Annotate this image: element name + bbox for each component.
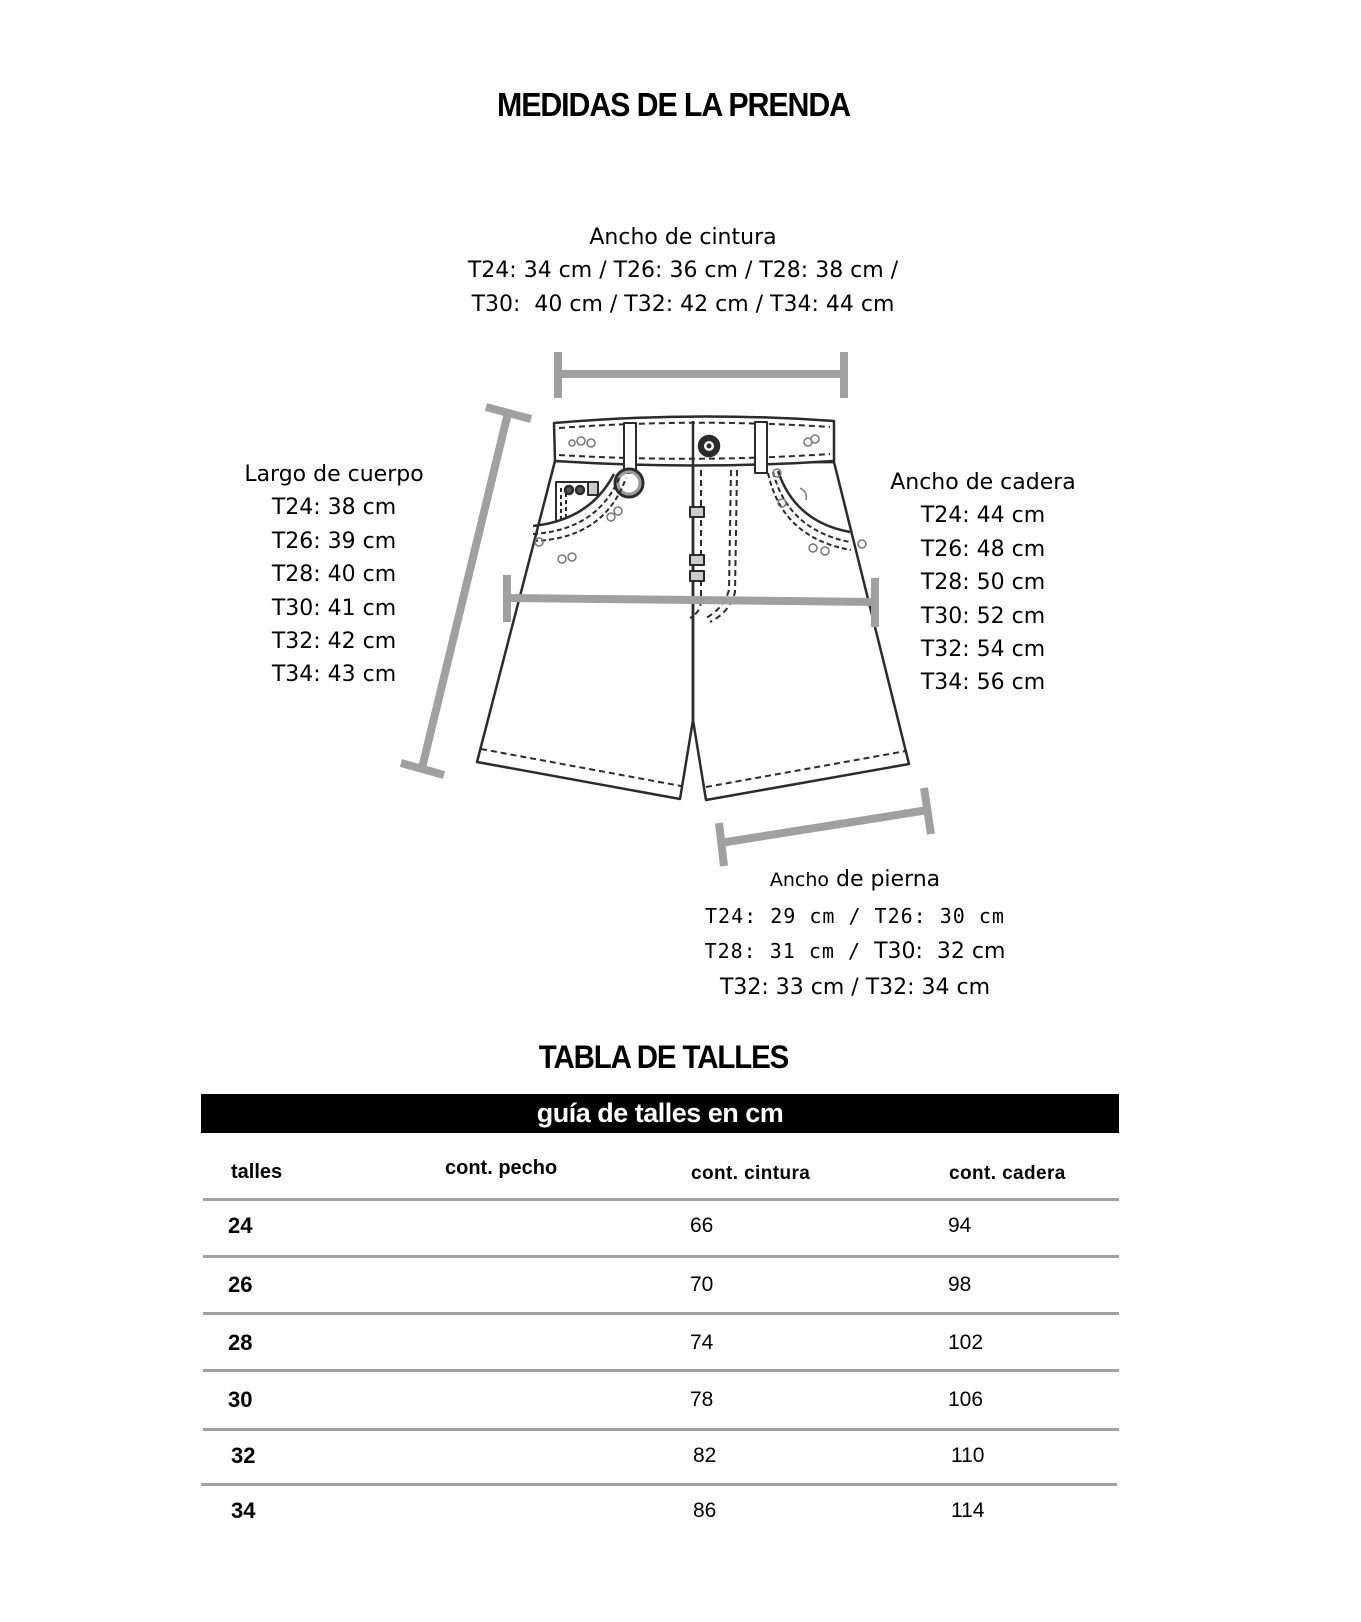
belt-loop-left (624, 423, 636, 473)
shorts-illustration (477, 416, 909, 800)
leg-title-a: Ancho (769, 869, 829, 891)
table-divider (203, 1198, 1119, 1201)
leg-line-1-a: T24: 29 cm / T26: 30 cm (705, 903, 1005, 928)
waist-title: Ancho de cintura (589, 225, 777, 250)
hip-title: Ancho de cadera (890, 470, 1076, 495)
cell-cintura: 74 (690, 1331, 714, 1354)
leg-line-1 (690, 899, 1020, 935)
column-header-pecho: cont. pecho (445, 1157, 558, 1179)
leg-line-2-a: T28: 31 cm / (704, 939, 875, 963)
hip-value: T32: 54 cm (920, 637, 1046, 663)
length-value: T30: 41 cm (271, 595, 397, 621)
length-title: Largo de cuerpo (244, 462, 424, 487)
cell-talle: 30 (228, 1387, 253, 1412)
right-leg (693, 462, 909, 800)
cell-cadera: 114 (951, 1499, 985, 1522)
leg-measure-label (690, 862, 1020, 1005)
size-table-title: TABLA DE TALLES (538, 1039, 789, 1075)
cell-cadera: 106 (948, 1388, 984, 1411)
leg-line-3: T32: 33 cm / T32: 34 cm (719, 974, 991, 1000)
hip-value: T28: 50 cm (920, 570, 1046, 596)
cell-cadera: 94 (948, 1214, 972, 1237)
cell-talle: 26 (228, 1272, 253, 1297)
left-leg (477, 461, 693, 799)
cell-cintura: 82 (693, 1444, 717, 1467)
cell-cadera: 98 (948, 1273, 972, 1296)
table-divider (201, 1483, 1117, 1486)
length-value: T34: 43 cm (271, 662, 397, 688)
cell-talle: 34 (231, 1498, 256, 1523)
leg-line-2-b: T30: 32 cm (874, 939, 1006, 964)
hip-value: T34: 56 cm (920, 670, 1046, 696)
cell-cintura: 70 (690, 1273, 714, 1296)
leg-measure-bar (719, 788, 931, 866)
cell-talle: 32 (231, 1443, 256, 1468)
hip-measure-label (883, 466, 1083, 700)
table-divider (203, 1312, 1119, 1315)
cell-cadera: 110 (951, 1444, 985, 1467)
table-divider (203, 1369, 1119, 1372)
hip-value: T30: 52 cm (920, 603, 1046, 629)
length-value: T24: 38 cm (271, 495, 397, 521)
column-header-talles: talles (231, 1161, 283, 1183)
waist-line-2: T30: 40 cm / T32: 42 cm / T34: 44 cm (471, 291, 895, 317)
length-value: T28: 40 cm (271, 562, 397, 588)
length-value: T26: 39 cm (271, 528, 397, 554)
leg-title-b: de pierna (828, 867, 941, 892)
cell-cintura: 66 (690, 1214, 714, 1237)
page-title: MEDIDAS DE LA PRENDA (497, 86, 850, 123)
length-value: T32: 42 cm (271, 629, 397, 655)
size-table-banner: guía de talles en cm (201, 1094, 1119, 1133)
waist-measure-bar (558, 352, 844, 398)
table-divider (203, 1255, 1119, 1258)
leg-line-2 (690, 934, 1020, 970)
hip-value: T24: 44 cm (920, 503, 1046, 529)
length-measure-label (234, 458, 434, 692)
cell-cintura: 86 (693, 1499, 717, 1522)
belt-loop-right (755, 422, 767, 473)
waist-measure-label (430, 221, 936, 321)
column-header-cintura: cont. cintura (691, 1163, 811, 1184)
cell-cintura: 78 (690, 1388, 714, 1411)
waist-line-1: T24: 34 cm / T26: 36 cm / T28: 38 cm / (467, 258, 899, 284)
cell-cadera: 102 (948, 1331, 984, 1354)
hip-value: T26: 48 cm (920, 536, 1046, 562)
cell-talle: 28 (228, 1330, 253, 1355)
column-header-cadera: cont. cadera (949, 1163, 1066, 1184)
cell-talle: 24 (228, 1213, 253, 1238)
leg-title (690, 862, 1020, 899)
table-divider (203, 1428, 1119, 1431)
